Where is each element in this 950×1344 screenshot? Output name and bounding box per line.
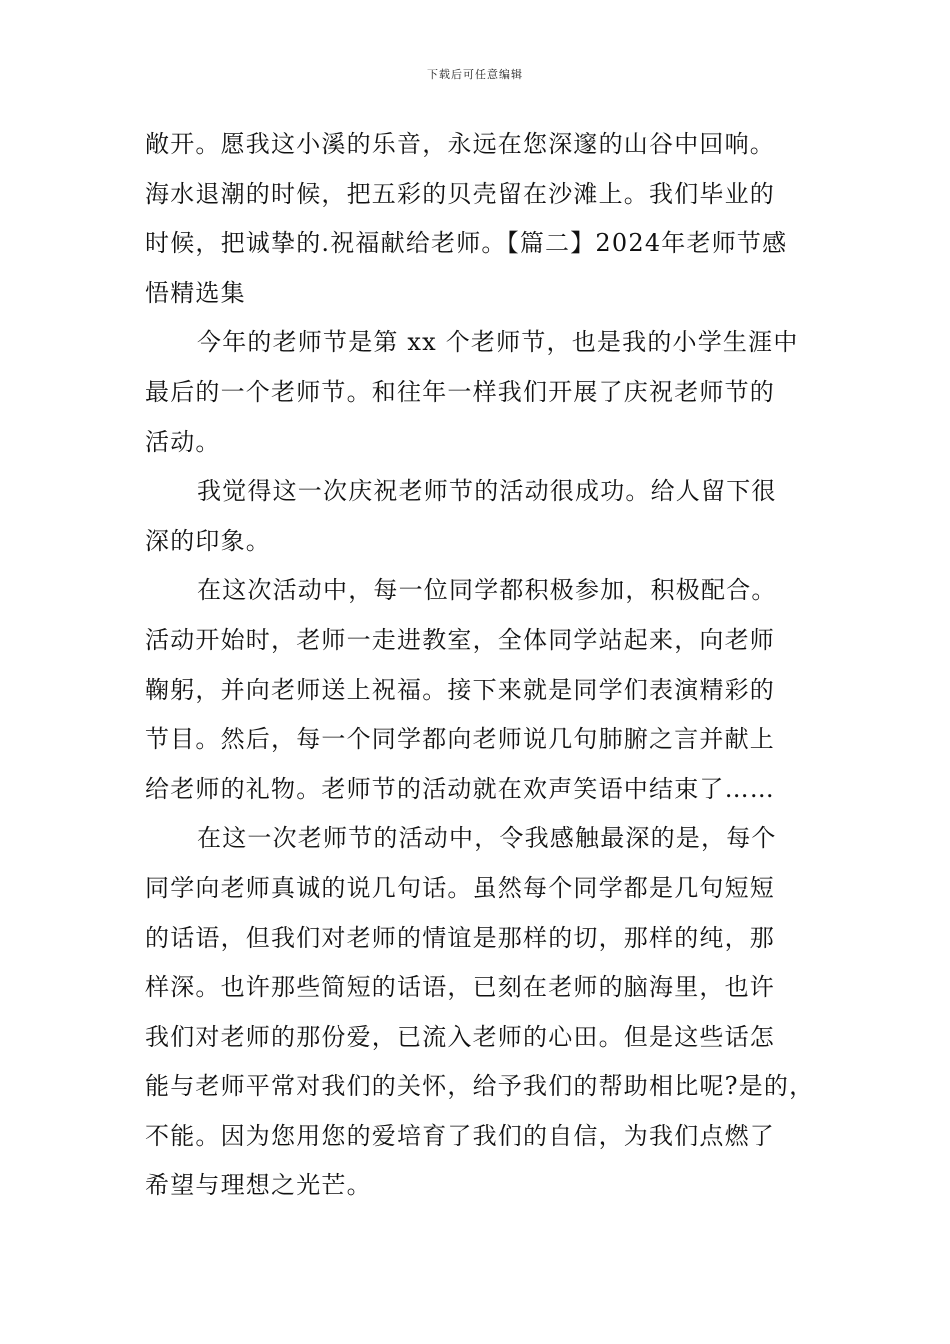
text-line: 最后的一个老师节。和往年一样我们开展了庆祝老师节的 <box>145 377 775 406</box>
text-line: 在这一次老师节的活动中，令我感触最深的是，每个 <box>197 824 777 853</box>
text-line: 活动。 <box>145 427 221 456</box>
body-text <box>145 120 815 1211</box>
text-line: 今年的老师节是第 xx 个老师节，也是我的小学生涯中 <box>197 328 799 357</box>
text-line: 悟精选集 <box>145 278 246 307</box>
text-line: 海水退潮的时候，把五彩的贝壳留在沙滩上。我们毕业的 <box>145 179 775 208</box>
text-line: 希望与理想之光芒。 <box>145 1171 372 1200</box>
text-line: 活动开始时，老师一走进教室，全体同学站起来，向老师 <box>145 625 775 654</box>
text-line: 的话语，但我们对老师的情谊是那样的切，那样的纯，那 <box>145 923 775 952</box>
text-line: 给老师的礼物。老师节的活动就在欢声笑语中结束了…… <box>145 774 775 803</box>
text-line: 能与老师平常对我们的关怀，给予我们的帮助相比呢?是的， <box>145 1072 815 1101</box>
text-line: 敞开。愿我这小溪的乐音，永远在您深邃的山谷中回响。 <box>145 130 775 158</box>
text-line: 不能。因为您用您的爱培育了我们的自信，为我们点燃了 <box>145 1121 775 1150</box>
text-line: 样深。也许那些简短的话语，已刻在老师的脑海里，也许 <box>145 973 775 1002</box>
text-line: 鞠躬，并向老师送上祝福。接下来就是同学们表演精彩的 <box>145 675 775 704</box>
text-line: 深的印象。 <box>145 526 271 555</box>
text-line: 同学向老师真诚的说几句话。虽然每个同学都是几句短短 <box>145 873 775 902</box>
text-line: 在这次活动中，每一位同学都积极参加，积极配合。 <box>197 576 777 605</box>
text-line: 我们对老师的那份爱，已流入老师的心田。但是这些话怎 <box>145 1022 775 1051</box>
text-line: 我觉得这一次庆祝老师节的活动很成功。给人留下很 <box>197 477 777 506</box>
text-line: 节目。然后，每一个同学都向老师说几句肺腑之言并献上 <box>145 725 775 754</box>
header-note: 下载后可任意编辑 <box>427 68 523 81</box>
text-line: 时候，把诚挚的.祝福献给老师。【篇二】2024年老师节感 <box>145 229 788 258</box>
